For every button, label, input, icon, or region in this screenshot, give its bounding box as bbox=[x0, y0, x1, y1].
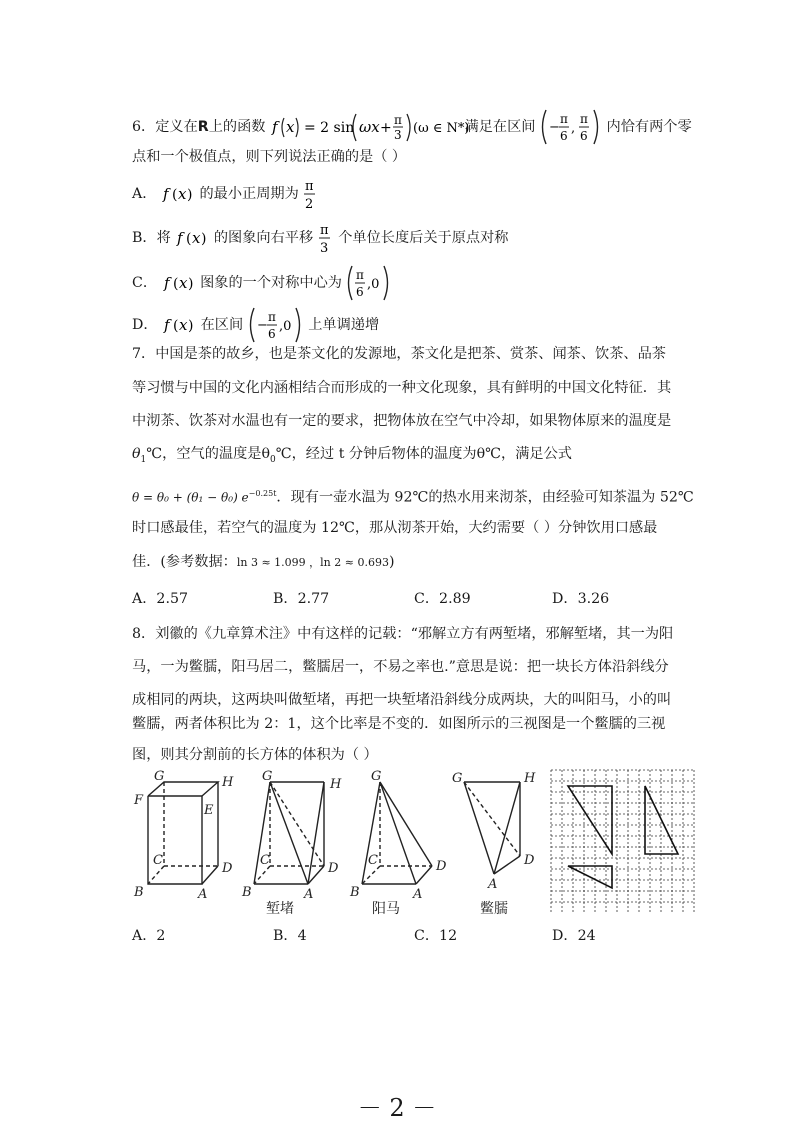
q6-fx-symbol bbox=[175, 227, 209, 249]
q7-option-a[interactable]: A．2.57 bbox=[132, 591, 189, 607]
q6-stem-line2: 点和一个极值点，则下列说法正确的是（ ） bbox=[132, 149, 407, 165]
q8-stem-line2: 马，一为鳖臑，阳马居二，鳖臑居一，不易之率也.”意思是说：把一块长方体沿斜线分 bbox=[132, 659, 669, 675]
q7-stem-line5: θ = θ₀ + (θ₁ − θ₀) $e^{-0.25t}$．现有一壶水温为 92℃的热水用来沏茶，由经验可知茶温为 52℃ bbox=[132, 489, 694, 506]
yangma-figure bbox=[362, 782, 432, 884]
svg-text:): ) bbox=[186, 187, 193, 203]
q6-stem-line1: 6．定义在R上的函数 f x = 2 sin ωx + π 3 (ω ∈ N*) 满足在区间 − π 6 , π 6 内恰有两个零 bbox=[132, 108, 692, 146]
caption-bienao: 鳖臑 bbox=[480, 901, 508, 917]
svg-text:= 2 sin: = 2 sin bbox=[304, 120, 355, 136]
svg-text:+: + bbox=[380, 120, 392, 136]
svg-text:−: − bbox=[256, 318, 268, 333]
q8-stem-line1: 8．刘徽的《九章算术注》中有这样的记载：“邪解立方有两堑堵，邪解堑堵，其一为阳 bbox=[132, 626, 674, 642]
q7-option-d[interactable]: D．3.26 bbox=[552, 591, 610, 607]
page-number: － 2 － bbox=[357, 1094, 437, 1122]
svg-text:): ) bbox=[201, 231, 207, 247]
q6-fx-symbol bbox=[162, 272, 196, 294]
svg-text:C: C bbox=[260, 853, 270, 868]
svg-text:f: f bbox=[162, 185, 169, 203]
svg-text:H: H bbox=[524, 771, 536, 786]
q8-stem-line5: 图，则其分割前的长方体的体积为（ ） bbox=[132, 747, 378, 763]
q7-formula: θ = θ₀ + (θ₁ − θ₀) e bbox=[132, 490, 249, 505]
svg-text:6: 6 bbox=[559, 129, 568, 143]
svg-text:2: 2 bbox=[305, 197, 314, 212]
svg-text:G: G bbox=[154, 769, 165, 784]
svg-text:π: π bbox=[579, 112, 588, 126]
q8-option-c[interactable]: C．12 bbox=[414, 928, 458, 944]
q8-figures bbox=[128, 766, 698, 918]
q6-option-d-math bbox=[248, 306, 304, 344]
q8-options bbox=[132, 925, 692, 945]
svg-text:f: f bbox=[272, 118, 278, 136]
q6-option-c-math bbox=[346, 264, 392, 302]
svg-text:(: ( bbox=[171, 187, 178, 203]
svg-text:3: 3 bbox=[394, 128, 402, 142]
svg-text:,0: ,0 bbox=[278, 319, 292, 334]
q7-stem-line6: 时口感最佳，若空气的温度为 12℃，那从沏茶开始，大约需要（ ）分钟饮用口感最 bbox=[132, 520, 658, 536]
svg-text:π: π bbox=[559, 112, 568, 126]
q8-stem-line3: 成相同的两块，这两块叫做堑堵，再把一块堑堵沿斜线分成两块，大的叫阳马，小的叫 bbox=[132, 692, 672, 708]
q8-option-d[interactable]: D．24 bbox=[552, 928, 596, 944]
bienao-figure bbox=[464, 782, 520, 874]
svg-text:C: C bbox=[368, 853, 378, 868]
q7-option-c[interactable]: C．2.89 bbox=[414, 591, 471, 607]
q6-interval bbox=[540, 108, 602, 146]
q6-option-a-math bbox=[303, 176, 319, 212]
caption-qiandu: 堑堵 bbox=[266, 901, 294, 917]
svg-text:6: 6 bbox=[579, 129, 588, 143]
svg-text:A: A bbox=[198, 887, 208, 902]
svg-text:A: A bbox=[413, 887, 423, 902]
q6-option-c[interactable]: C． f ( x ) 图象的一个对称中心为 π 6 ,0 bbox=[132, 264, 392, 302]
svg-text:,: , bbox=[570, 121, 576, 136]
svg-text:−: − bbox=[548, 120, 560, 135]
svg-text:A: A bbox=[304, 887, 314, 902]
svg-text:D: D bbox=[222, 861, 233, 876]
svg-text:(: ( bbox=[172, 276, 179, 292]
svg-text:F: F bbox=[134, 793, 144, 808]
svg-text:x: x bbox=[179, 316, 188, 334]
svg-text:H: H bbox=[222, 775, 234, 790]
svg-text:x: x bbox=[178, 274, 188, 292]
svg-text:D: D bbox=[328, 861, 339, 876]
svg-text:): ) bbox=[188, 318, 194, 334]
svg-text:D: D bbox=[524, 853, 535, 868]
q6-option-b-math bbox=[318, 220, 334, 256]
svg-text:A: A bbox=[488, 877, 498, 892]
svg-text:f: f bbox=[163, 274, 170, 292]
svg-text:f: f bbox=[164, 316, 170, 334]
q8-stem-line4: 鳖臑，两者体积比为 2：1，这个比率是不变的．如图所示的三视图是一个鳖臑的三视 bbox=[132, 716, 666, 732]
svg-text:B: B bbox=[134, 885, 144, 900]
q7-stem-line3: 中沏茶、饮茶对水温也有一定的要求，把物体放在空气中冷却，如果物体原来的温度是 bbox=[132, 413, 672, 429]
q6-option-d[interactable]: D． f ( x ) 在区间 − π 6 ,0 上单调递增 bbox=[132, 306, 379, 344]
svg-text:B: B bbox=[350, 885, 360, 900]
q6-fx-symbol bbox=[162, 314, 196, 336]
q7-stem-line7: 佳．(参考数据：ln 3 ≈ 1.099 ，ln 2 ≈ 0.693) bbox=[132, 554, 395, 570]
svg-text:f: f bbox=[177, 229, 183, 247]
svg-text:C: C bbox=[153, 853, 163, 868]
svg-text:π: π bbox=[319, 223, 329, 238]
q6-function-formula bbox=[270, 110, 470, 144]
svg-text:6: 6 bbox=[267, 327, 276, 341]
q7-options bbox=[132, 588, 692, 608]
q7-option-b[interactable]: B．2.77 bbox=[273, 591, 330, 607]
svg-text:(ω ∈ N*): (ω ∈ N*) bbox=[413, 121, 470, 136]
svg-text:(: ( bbox=[173, 318, 179, 334]
svg-text:(: ( bbox=[186, 231, 192, 247]
three-view-grid bbox=[551, 770, 694, 912]
svg-text:,0: ,0 bbox=[367, 277, 380, 292]
svg-text:π: π bbox=[267, 310, 276, 324]
svg-text:G: G bbox=[371, 769, 382, 784]
svg-text:π: π bbox=[305, 179, 314, 194]
q7-stem-line1: 7．中国是茶的故乡，也是茶文化的发源地，茶文化是把茶、赏茶、闻茶、饮茶、品茶 bbox=[132, 346, 666, 362]
svg-text:ωx: ωx bbox=[359, 118, 380, 136]
q6-option-a[interactable]: A． f ( x ) 的最小正周期为 π 2 bbox=[132, 176, 319, 212]
svg-text:E: E bbox=[204, 803, 214, 818]
svg-text:B: B bbox=[242, 885, 252, 900]
svg-text:6: 6 bbox=[356, 285, 365, 299]
svg-text:G: G bbox=[452, 771, 463, 786]
caption-yangma: 阳马 bbox=[372, 901, 400, 917]
svg-text:G: G bbox=[262, 769, 273, 784]
q6-fx-symbol bbox=[161, 183, 195, 205]
svg-text:): ) bbox=[187, 276, 194, 292]
q7-stem-line4: $\theta_1℃$，空气的温度是$\theta_0℃$，经过 t 分钟后物体的温度为θ℃，满足公式 bbox=[132, 446, 572, 465]
svg-text:x: x bbox=[192, 229, 201, 247]
svg-text:π: π bbox=[356, 268, 365, 282]
q8-option-b[interactable]: B．4 bbox=[273, 928, 307, 944]
svg-text:3: 3 bbox=[319, 241, 328, 256]
svg-text:H: H bbox=[330, 777, 342, 792]
q6-option-b[interactable]: B．将 f ( x ) 的图象向右平移 π 3 个单位长度后关于原点对称 bbox=[132, 220, 508, 256]
svg-text:x: x bbox=[177, 185, 187, 203]
q8-option-a[interactable]: A．2 bbox=[132, 928, 166, 944]
svg-text:π: π bbox=[394, 113, 402, 127]
cuboid-figure bbox=[148, 782, 218, 884]
q7-stem-line2: 等习惯与中国的文化内涵相结合而形成的一种文化现象，具有鲜明的中国文化特征．其 bbox=[132, 380, 672, 396]
qiandu-figure bbox=[254, 782, 324, 884]
svg-text:D: D bbox=[436, 859, 447, 874]
svg-text:x: x bbox=[286, 118, 295, 136]
